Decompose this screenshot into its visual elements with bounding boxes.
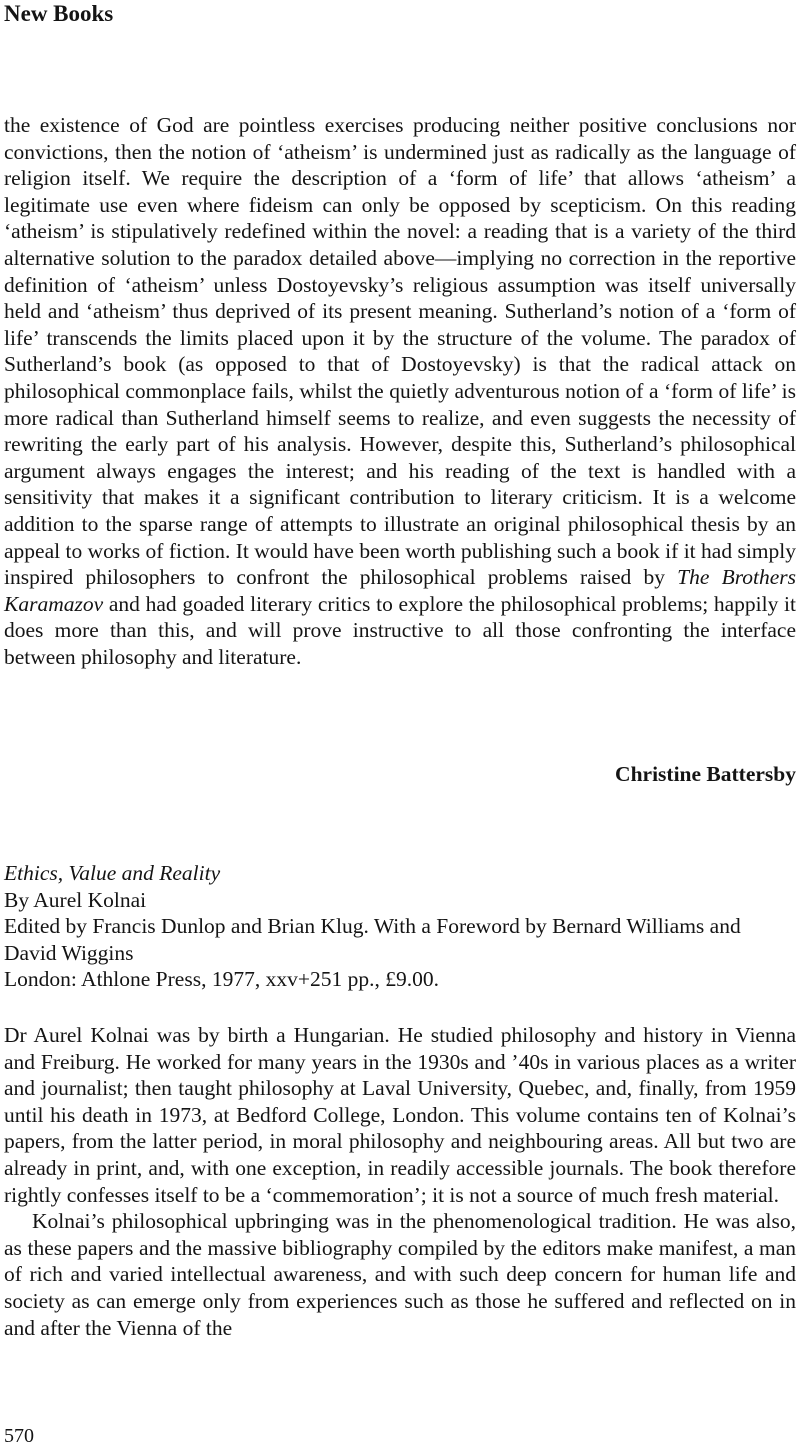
review-body-continued xyxy=(4,112,796,670)
review-body xyxy=(4,1022,796,1341)
review-text-end: and had goaded literary critics to explore the philosophical problems; happily it does more than this, and will prove instructive to all those confronting the interface between philosophy and literature. xyxy=(4,591,796,669)
review-paragraph-1: Dr Aurel Kolnai was by birth a Hungarian. He studied philosophy and history in Vienna and Freiburg. He worked for many years in the 1930s and ’40s in various places as a writer and journalist; then taught philosophy at Laval University, Quebec, and, finally, from 1959 until his death in 1973, at Bedford College, London. This volume contains ten of Kolnai’s papers, from the latter period, in moral philosophy and neighbouring areas. All but two are already in print, and, with one exception, in readily accessible journals. The book therefore rightly confesses itself to be a ‘commemoration’; it is not a source of much fresh material. xyxy=(4,1023,796,1207)
book-editors: Edited by Francis Dunlop and Brian Klug. With a Foreword by Bernard Williams and David Wiggins xyxy=(4,914,741,965)
book-title-reference: The Brothers Karamazov xyxy=(4,565,797,616)
review-paragraph xyxy=(4,112,796,670)
book-citation xyxy=(4,860,796,993)
page-number: 570 xyxy=(4,1425,34,1447)
section-header: New Books xyxy=(4,1,114,26)
book-title: Ethics, Value and Reality xyxy=(4,861,221,885)
book-publication: London: Athlone Press, 1977, xxv+251 pp., £9.00. xyxy=(4,967,439,992)
review-paragraph-2: Kolnai’s philosophical upbringing was in the phenomenological tradition. He was also, as these papers and the massive bibliography compiled by the editors make manifest, a man of rich and varied intellectual awareness, and with such deep concern for human life and society as can emerge only from experiences such as those he suffered and reflected on in and after the Vienna of the xyxy=(4,1209,796,1340)
book-author: By Aurel Kolnai xyxy=(4,887,147,912)
review-text: the existence of God are pointless exercises producing neither positive conclusions nor convictions, then the notion of ‘atheism’ is undermined just as radically as the language of religion itself. We require the description of a ‘form of life’ that allows ‘atheism’ a legitimate use even where fideism can only be opposed by scepticism. On this reading ‘atheism’ is stipulatively redefined within the novel: a reading that is a variety of the third alternative solution to the paradox detailed above—implying no correction in the reportive definition of ‘atheism’ unless Dostoyevsky’s religious assumption was itself universally held and ‘atheism’ thus deprived of its present meaning. Sutherland’s notion of a ‘form of life’ transcends the limits placed upon it by the structure of the volume. The paradox of Sutherland’s book (as opposed to that of Dostoyevsky) is that the radical attack on philosophical commonplace fails, whilst the quietly adventurous notion of a ‘form of life’ is more radical than Sutherland himself seems to realize, and even suggests the necessity of rewriting the early part of his analysis. However, despite this, Sutherland’s philosophical argument always engages the interest; and his reading of the text is handled with a sensitivity that makes it a significant contribution to literary criticism. It is a welcome addition to the sparse range of attempts to illustrate an original philosophical thesis by an appeal to works of fiction. It would have been worth publishing such a book if it had simply inspired philosophers to confront the philosophical problems raised by xyxy=(4,113,796,590)
reviewer-signature: Christine Battersby xyxy=(615,762,796,786)
